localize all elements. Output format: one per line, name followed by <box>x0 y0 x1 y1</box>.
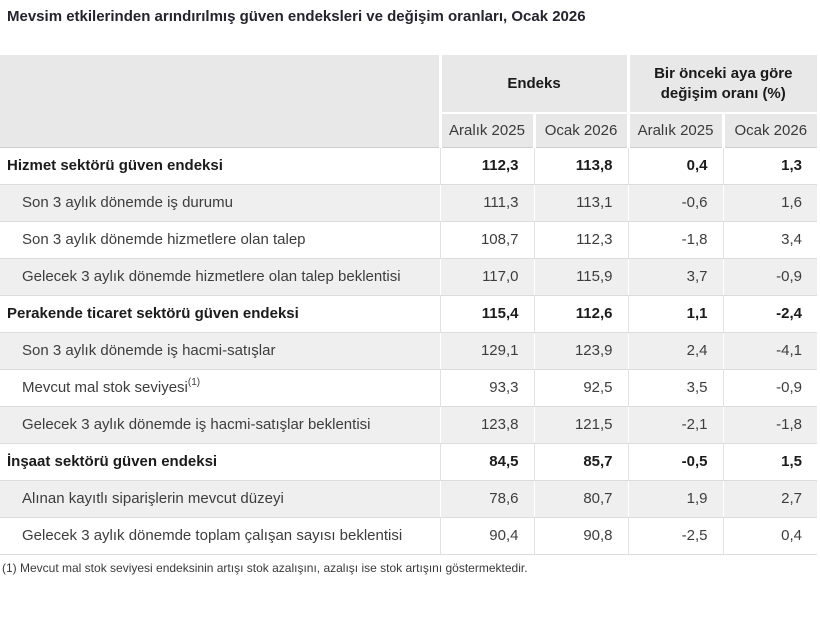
cell-value: 3,7 <box>628 258 723 295</box>
cell-value: 1,3 <box>723 147 817 184</box>
row-label-text: Gelecek 3 aylık dönemde hizmetlere olan talep beklentisi <box>22 267 401 285</box>
cell-value: 3,5 <box>628 369 723 406</box>
row-label <box>0 443 440 480</box>
page-title: Mevsim etkilerinden arındırılmış güven endeksleri ve değişim oranları, Ocak 2026 <box>7 8 586 25</box>
confidence-index-table <box>0 55 817 555</box>
row-label-text: Gelecek 3 aylık dönemde toplam çalışan sayısı beklentisi <box>22 526 403 544</box>
cell-value: 129,1 <box>440 332 534 369</box>
group-header-endeks: Endeks <box>440 55 628 113</box>
row-label-text: Son 3 aylık dönemde hizmetlere olan talep <box>22 230 306 248</box>
cell-value: 121,5 <box>534 406 628 443</box>
table-row <box>0 406 817 443</box>
table-row <box>0 147 817 184</box>
cell-value: -1,8 <box>628 221 723 258</box>
cell-value: 1,6 <box>723 184 817 221</box>
row-label-text: Hizmet sektörü güven endeksi <box>7 156 223 174</box>
cell-value: -4,1 <box>723 332 817 369</box>
column-header: Aralık 2025 <box>628 113 723 147</box>
row-label-text: Son 3 aylık dönemde iş durumu <box>22 193 233 211</box>
cell-value: -0,6 <box>628 184 723 221</box>
table-body <box>0 147 817 554</box>
cell-value: 85,7 <box>534 443 628 480</box>
cell-value: -0,9 <box>723 258 817 295</box>
footnote-marker: (1) <box>187 376 201 388</box>
cell-value: 111,3 <box>440 184 534 221</box>
table-row <box>0 221 817 258</box>
cell-value: 115,4 <box>440 295 534 332</box>
cell-value: 2,7 <box>723 480 817 517</box>
corner-cell <box>0 55 440 147</box>
cell-value: 123,9 <box>534 332 628 369</box>
cell-value: 117,0 <box>440 258 534 295</box>
cell-value: 1,5 <box>723 443 817 480</box>
cell-value: 0,4 <box>723 517 817 554</box>
row-label-text: Gelecek 3 aylık dönemde iş hacmi-satışlar beklentisi <box>22 415 371 433</box>
cell-value: -0,9 <box>723 369 817 406</box>
row-label <box>0 517 440 554</box>
cell-value: -2,1 <box>628 406 723 443</box>
cell-value: 1,9 <box>628 480 723 517</box>
cell-value: 2,4 <box>628 332 723 369</box>
row-label-text: Perakende ticaret sektörü güven endeksi <box>7 304 299 322</box>
cell-value: 90,4 <box>440 517 534 554</box>
row-label <box>0 184 440 221</box>
table-row <box>0 369 817 406</box>
cell-value: -2,4 <box>723 295 817 332</box>
cell-value: 123,8 <box>440 406 534 443</box>
table-row <box>0 295 817 332</box>
table-row <box>0 517 817 554</box>
row-label-text: Mevcut mal stok seviyesi <box>22 378 188 396</box>
row-label <box>0 369 440 406</box>
group-header-change-rate: Bir önceki aya göre değişim oranı (%) <box>628 55 817 113</box>
cell-value: 84,5 <box>440 443 534 480</box>
footnote: (1) Mevcut mal stok seviyesi endeksinin artışı stok azalışını, azalışı ise stok artışını göstermektedir. <box>2 560 528 575</box>
row-label <box>0 406 440 443</box>
row-label-text: İnşaat sektörü güven endeksi <box>7 452 218 470</box>
cell-value: 80,7 <box>534 480 628 517</box>
row-label <box>0 332 440 369</box>
cell-value: 115,9 <box>534 258 628 295</box>
table-header <box>0 55 817 147</box>
cell-value: 113,8 <box>534 147 628 184</box>
row-label <box>0 295 440 332</box>
table-row <box>0 332 817 369</box>
row-label <box>0 147 440 184</box>
cell-value: -0,5 <box>628 443 723 480</box>
cell-value: -2,5 <box>628 517 723 554</box>
cell-value: 112,6 <box>534 295 628 332</box>
row-label-text: Son 3 aylık dönemde iş hacmi-satışlar <box>22 341 276 359</box>
column-header: Ocak 2026 <box>723 113 817 147</box>
cell-value: 112,3 <box>440 147 534 184</box>
row-label <box>0 480 440 517</box>
cell-value: 92,5 <box>534 369 628 406</box>
cell-value: 3,4 <box>723 221 817 258</box>
row-label <box>0 258 440 295</box>
cell-value: 113,1 <box>534 184 628 221</box>
row-label <box>0 221 440 258</box>
table-row <box>0 258 817 295</box>
confidence-index-table-wrap <box>0 55 820 555</box>
column-header: Ocak 2026 <box>534 113 628 147</box>
column-header: Aralık 2025 <box>440 113 534 147</box>
cell-value: 1,1 <box>628 295 723 332</box>
cell-value: 78,6 <box>440 480 534 517</box>
cell-value: 90,8 <box>534 517 628 554</box>
table-row <box>0 184 817 221</box>
cell-value: 112,3 <box>534 221 628 258</box>
cell-value: 93,3 <box>440 369 534 406</box>
row-label-text: Alınan kayıtlı siparişlerin mevcut düzeyi <box>22 489 284 507</box>
table-row <box>0 480 817 517</box>
group-header-row <box>0 55 817 113</box>
cell-value: -1,8 <box>723 406 817 443</box>
cell-value: 0,4 <box>628 147 723 184</box>
table-row <box>0 443 817 480</box>
cell-value: 108,7 <box>440 221 534 258</box>
